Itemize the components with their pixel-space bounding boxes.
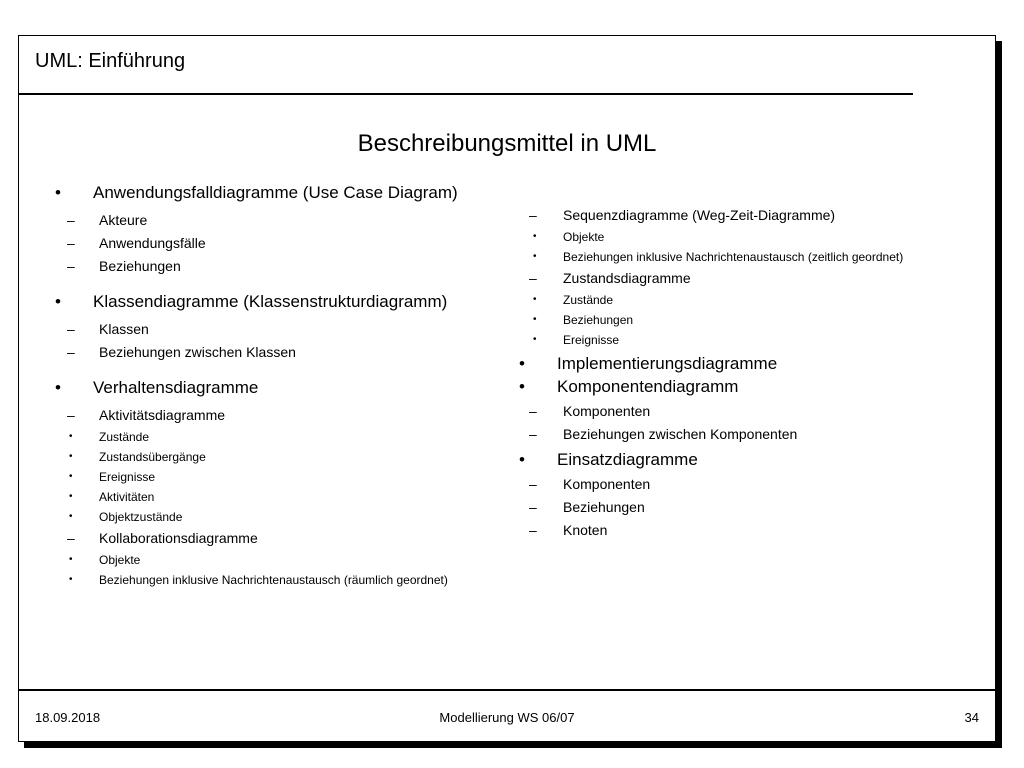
sub-sub-item [55, 550, 475, 570]
bullet-text: Verhaltensdiagramme [93, 378, 259, 397]
footer-date: 18.09.2018 [35, 710, 101, 725]
dot-marker: • [69, 471, 73, 482]
sub-sub-item-text: Ereignisse [563, 333, 620, 347]
bullet-text: Anwendungsfalldiagramme (Use Case Diagram) [93, 183, 458, 202]
footer-course: Modellierung WS 06/07 [439, 710, 575, 725]
sub-sub-item-text: Objekte [99, 553, 141, 567]
slide [18, 35, 996, 742]
bullet-marker: • [55, 183, 61, 202]
dash-marker: – [67, 530, 75, 546]
dash-marker: – [67, 321, 75, 337]
slide-title: Beschreibungsmittel in UML [357, 130, 657, 157]
sub-sub-item-text: Objekte [563, 230, 605, 244]
dot-marker: • [69, 554, 73, 565]
sub-item-text: Beziehungen [563, 499, 645, 515]
sub-sub-item [55, 427, 475, 447]
dot-marker: • [533, 294, 537, 305]
bullet-marker: • [55, 292, 61, 311]
header-divider [19, 93, 913, 95]
dash-marker: – [529, 499, 537, 515]
sub-sub-item [519, 247, 959, 267]
sub-sub-item-text: Ereignisse [99, 470, 156, 484]
bullet-implementation-diagram [519, 354, 959, 374]
sub-sub-item [55, 570, 475, 590]
sub-item-text: Beziehungen zwischen Klassen [99, 344, 296, 360]
footer-divider [19, 689, 995, 691]
right-column [519, 204, 959, 542]
bullet-text: Komponentendiagramm [557, 377, 739, 396]
sub-item [519, 204, 959, 227]
dash-marker: – [529, 476, 537, 492]
dot-marker: • [69, 491, 73, 502]
sub-sub-item-text: Beziehungen inklusive Nachrichtenaustausch (räumlich geordnet) [99, 573, 448, 587]
sub-item [55, 209, 475, 232]
sub-sub-item-text: Aktivitäten [99, 490, 155, 504]
dot-marker: • [533, 334, 537, 345]
sub-item-text: Aktivitätsdiagramme [99, 407, 226, 423]
dot-marker: • [533, 231, 537, 242]
dash-marker: – [529, 403, 537, 419]
dot-marker: • [69, 511, 73, 522]
dash-marker: – [529, 207, 537, 223]
sub-item-text: Zustandsdiagramme [563, 270, 691, 286]
bullet-deployment-diagram [519, 450, 959, 470]
sub-sub-item-text: Beziehungen inklusive Nachrichtenaustausch (zeitlich geordnet) [563, 250, 904, 264]
sub-sub-item-text: Zustände [563, 293, 614, 307]
bullet-class-diagram [55, 292, 475, 312]
sub-item-text: Klassen [99, 321, 149, 337]
dash-marker: – [67, 235, 75, 251]
sub-sub-item-text: Objektzustände [99, 510, 183, 524]
dash-marker: – [67, 407, 75, 423]
sub-item [55, 318, 475, 341]
sub-item [55, 527, 475, 550]
dash-marker: – [529, 270, 537, 286]
sub-sub-item-text: Zustandsübergänge [99, 450, 206, 464]
sub-sub-item-text: Zustände [99, 430, 150, 444]
sub-sub-item-text: Beziehungen [563, 313, 634, 327]
bullet-use-case [55, 183, 475, 203]
sub-item-text: Komponenten [563, 476, 651, 492]
sub-sub-item [55, 487, 475, 507]
sub-sub-item [519, 227, 959, 247]
sub-item-text: Beziehungen [99, 258, 181, 274]
sub-item-text: Beziehungen zwischen Komponenten [563, 426, 798, 442]
sub-sub-item [55, 507, 475, 527]
dash-marker: – [529, 522, 537, 538]
bullet-marker: • [519, 354, 525, 373]
bullet-behavior-diagram [55, 378, 475, 398]
sub-item [55, 255, 475, 278]
sub-item [519, 400, 959, 423]
sub-item-text: Sequenzdiagramme (Weg-Zeit-Diagramme) [563, 207, 836, 223]
sub-item [519, 496, 959, 519]
bullet-text: Implementierungsdiagramme [557, 354, 778, 373]
sub-item-text: Anwendungsfälle [99, 235, 206, 251]
dash-marker: – [67, 258, 75, 274]
page-number: 34 [964, 710, 979, 725]
dash-marker: – [67, 344, 75, 360]
sub-item [519, 423, 959, 446]
sub-item-text: Akteure [99, 212, 148, 228]
dash-marker: – [67, 212, 75, 228]
dot-marker: • [533, 251, 537, 262]
header-title: UML: Einführung [35, 50, 186, 72]
bullet-component-diagram [519, 377, 959, 397]
bullet-marker: • [519, 377, 525, 396]
sub-sub-item [519, 290, 959, 310]
sub-item [519, 267, 959, 290]
bullet-marker: • [55, 378, 61, 397]
sub-item-text: Knoten [563, 522, 608, 538]
bullet-text: Einsatzdiagramme [557, 450, 698, 469]
sub-item [519, 519, 959, 542]
sub-item [55, 232, 475, 255]
sub-sub-item [519, 330, 959, 350]
sub-item [519, 473, 959, 496]
sub-item-text: Kollaborationsdiagramme [99, 530, 258, 546]
dot-marker: • [69, 451, 73, 462]
bullet-marker: • [519, 450, 525, 469]
dot-marker: • [69, 431, 73, 442]
sub-sub-item [55, 447, 475, 467]
left-column [55, 183, 475, 590]
bullet-text: Klassendiagramme (Klassenstrukturdiagramm) [93, 292, 448, 311]
dot-marker: • [69, 574, 73, 585]
dot-marker: • [533, 314, 537, 325]
sub-item [55, 341, 475, 364]
dash-marker: – [529, 426, 537, 442]
sub-sub-item [55, 467, 475, 487]
sub-item-text: Komponenten [563, 403, 651, 419]
sub-sub-item [519, 310, 959, 330]
sub-item [55, 404, 475, 427]
